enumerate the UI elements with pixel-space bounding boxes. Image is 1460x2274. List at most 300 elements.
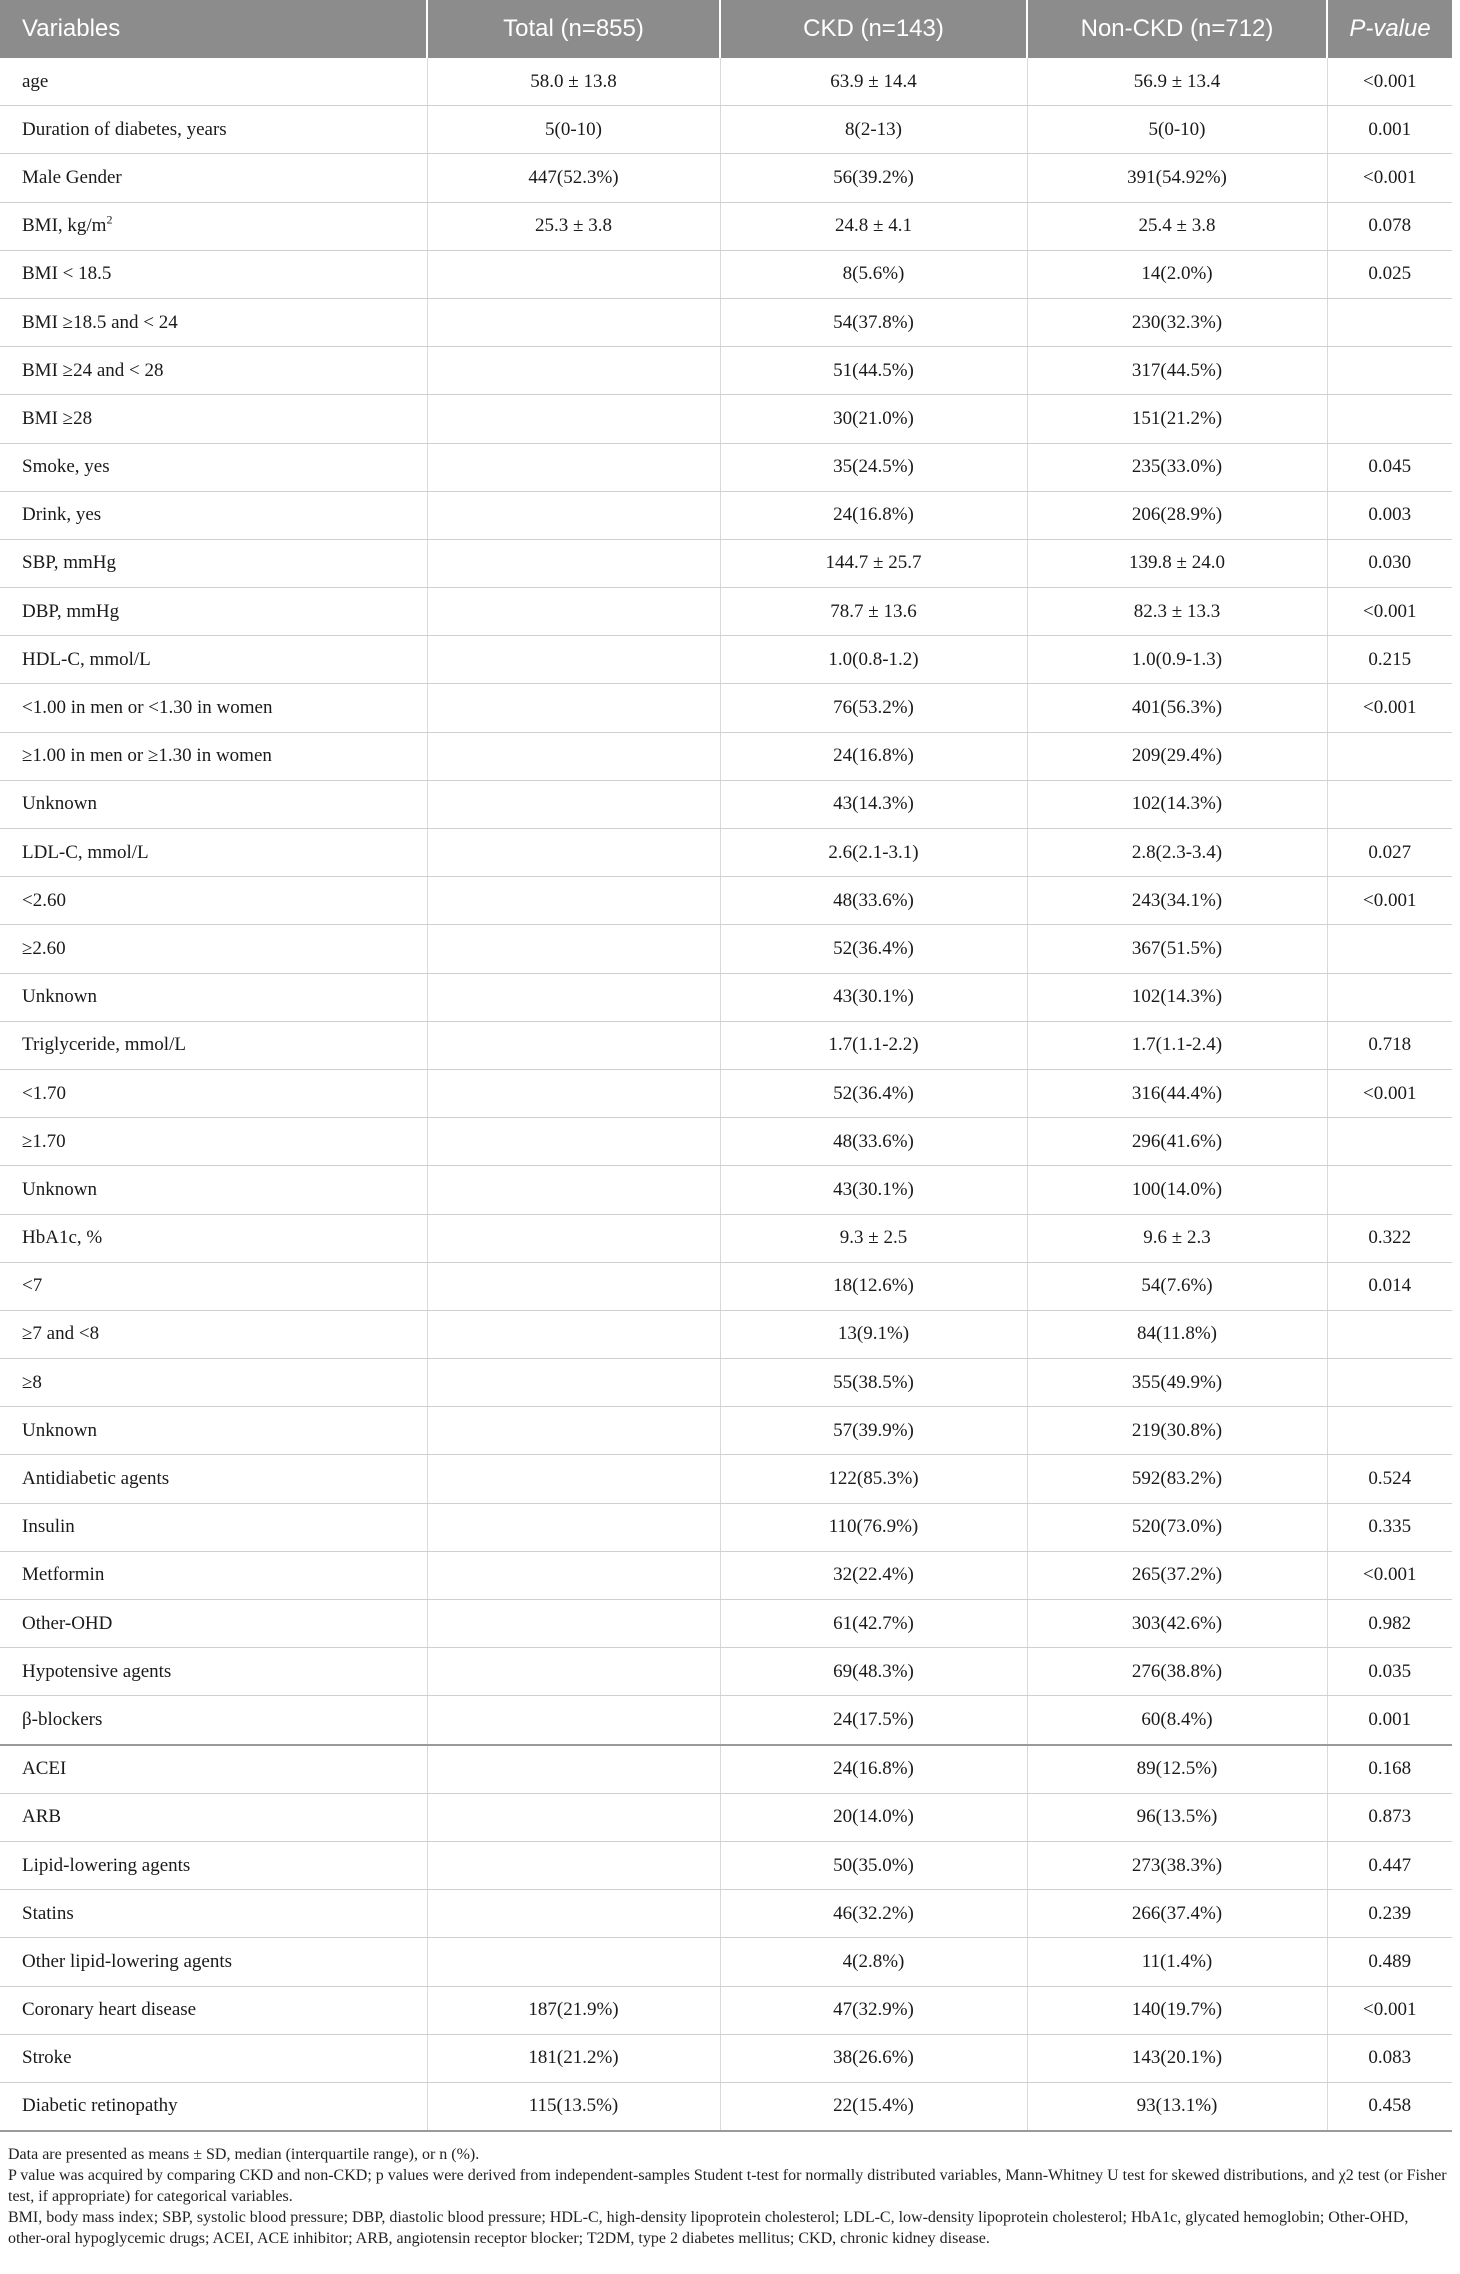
cell-non-ckd xyxy=(1027,1986,1327,2034)
cell-text: 89(12.5%) xyxy=(1136,1758,1218,1780)
cell-text: Triglyceride, mmol/L xyxy=(22,1034,186,1056)
cell-variable xyxy=(0,1069,427,1117)
cell-variable xyxy=(0,780,427,828)
cell-variable xyxy=(0,154,427,202)
cell-text: 76(53.2%) xyxy=(833,697,914,719)
cell-text: <2.60 xyxy=(22,889,66,911)
cell-total xyxy=(427,1986,720,2034)
table-row xyxy=(0,780,1452,828)
cell-text: 48(33.6%) xyxy=(833,889,914,911)
cell-variable xyxy=(0,925,427,973)
cell-p-value xyxy=(1327,347,1452,395)
cell-text: ACEI xyxy=(22,1758,67,1780)
cell-text: 0.239 xyxy=(1368,1902,1412,1924)
cell-text: 0.025 xyxy=(1368,263,1412,285)
cell-total xyxy=(427,2082,720,2131)
cell-text: 38(26.6%) xyxy=(833,2047,914,2069)
cell-text: 54(37.8%) xyxy=(833,311,914,333)
cell-p-value xyxy=(1327,1986,1452,2034)
cell-ckd xyxy=(720,2082,1027,2131)
cell-text: 316(44.4%) xyxy=(1131,1082,1223,1104)
cell-p-value xyxy=(1327,877,1452,925)
cell-ckd xyxy=(720,1069,1027,1117)
cell-text: 0.027 xyxy=(1368,841,1412,863)
cell-text: Diabetic retinopathy xyxy=(22,2095,178,2117)
cell-total xyxy=(427,1648,720,1696)
cell-total xyxy=(427,1455,720,1503)
cell-ckd xyxy=(720,1648,1027,1696)
table-row xyxy=(0,1551,1452,1599)
table-row xyxy=(0,829,1452,877)
cell-total xyxy=(427,684,720,732)
cell-text: 235(33.0%) xyxy=(1131,456,1223,478)
cell-non-ckd xyxy=(1027,1793,1327,1841)
cell-non-ckd xyxy=(1027,395,1327,443)
cell-text: 266(37.4%) xyxy=(1131,1902,1223,1924)
cell-text: 0.014 xyxy=(1368,1275,1412,1297)
cell-text: 20(14.0%) xyxy=(833,1806,914,1828)
cell-text: SBP, mmHg xyxy=(22,552,116,574)
table-row xyxy=(0,1745,1452,1794)
cell-text: <0.001 xyxy=(1363,889,1417,911)
header-non-ckd: Non-CKD (n=712) xyxy=(1027,0,1327,58)
cell-variable xyxy=(0,1214,427,1262)
table-row xyxy=(0,1696,1452,1745)
cell-text: Metformin xyxy=(22,1564,105,1586)
cell-text: 82.3 ± 13.3 xyxy=(1133,600,1221,622)
cell-variable xyxy=(0,1600,427,1648)
cell-p-value xyxy=(1327,1359,1452,1407)
table-footnotes xyxy=(0,2132,1448,2249)
cell-text: 0.215 xyxy=(1368,648,1412,670)
cell-p-value xyxy=(1327,1214,1452,1262)
cell-text: 2.6(2.1-3.1) xyxy=(828,841,919,863)
table-row xyxy=(0,1021,1452,1069)
cell-text: 5(0-10) xyxy=(1148,118,1206,140)
cell-ckd xyxy=(720,1310,1027,1358)
cell-non-ckd xyxy=(1027,1600,1327,1648)
cell-text: Male Gender xyxy=(22,166,122,188)
cell-ckd xyxy=(720,925,1027,973)
cell-text: 47(32.9%) xyxy=(833,1999,914,2021)
cell-text: 24(17.5%) xyxy=(833,1708,914,1730)
cell-variable xyxy=(0,1166,427,1214)
table-row xyxy=(0,491,1452,539)
cell-text: 55(38.5%) xyxy=(833,1371,914,1393)
table-row xyxy=(0,1648,1452,1696)
cell-total xyxy=(427,1793,720,1841)
cell-variable xyxy=(0,2082,427,2131)
cell-text: 1.7(1.1-2.4) xyxy=(1131,1034,1223,1056)
cell-non-ckd xyxy=(1027,1262,1327,1310)
cell-text: 60(8.4%) xyxy=(1141,1708,1213,1730)
cell-ckd xyxy=(720,732,1027,780)
header-p-value: P-value xyxy=(1327,0,1452,58)
cell-total xyxy=(427,925,720,973)
cell-total xyxy=(427,1166,720,1214)
cell-text: 13(9.1%) xyxy=(837,1323,910,1345)
table-row xyxy=(0,395,1452,443)
cell-ckd xyxy=(720,1021,1027,1069)
cell-text: 0.982 xyxy=(1368,1612,1412,1634)
cell-ckd xyxy=(720,395,1027,443)
cell-text: 151(21.2%) xyxy=(1131,407,1223,429)
table-row xyxy=(0,443,1452,491)
cell-ckd xyxy=(720,1359,1027,1407)
cell-text: 273(38.3%) xyxy=(1131,1854,1223,1876)
cell-text: 9.6 ± 2.3 xyxy=(1143,1227,1211,1249)
cell-p-value xyxy=(1327,250,1452,298)
cell-text: Smoke, yes xyxy=(22,456,110,478)
cell-ckd xyxy=(720,1407,1027,1455)
cell-variable xyxy=(0,1793,427,1841)
cell-text: 219(30.8%) xyxy=(1131,1419,1223,1441)
table-row xyxy=(0,298,1452,346)
table-row xyxy=(0,1455,1452,1503)
cell-non-ckd xyxy=(1027,1890,1327,1938)
cell-text: 52(36.4%) xyxy=(833,937,914,959)
cell-text: 18(12.6%) xyxy=(833,1275,914,1297)
cell-text: 1.0(0.9-1.3) xyxy=(1131,648,1223,670)
cell-p-value xyxy=(1327,684,1452,732)
cell-variable xyxy=(0,684,427,732)
cell-non-ckd xyxy=(1027,1745,1327,1794)
cell-text: 22(15.4%) xyxy=(833,2095,914,2117)
cell-text: 0.003 xyxy=(1368,504,1412,526)
cell-non-ckd xyxy=(1027,1503,1327,1551)
cell-text: 25.3 ± 3.8 xyxy=(535,215,612,237)
cell-text: 0.524 xyxy=(1368,1468,1412,1490)
cell-total xyxy=(427,1069,720,1117)
cell-text: 1.0(0.8-1.2) xyxy=(828,648,919,670)
cell-variable xyxy=(0,298,427,346)
table-row xyxy=(0,1214,1452,1262)
table-row xyxy=(0,1986,1452,2034)
cell-text: 11(1.4%) xyxy=(1141,1950,1213,1972)
cell-variable xyxy=(0,347,427,395)
cell-variable xyxy=(0,58,427,106)
cell-variable xyxy=(0,1262,427,1310)
cell-total xyxy=(427,1407,720,1455)
cell-text: Drink, yes xyxy=(22,504,102,526)
table-row xyxy=(0,1407,1452,1455)
cell-text: 63.9 ± 14.4 xyxy=(830,70,917,92)
cell-text: DBP, mmHg xyxy=(22,600,120,622)
cell-text: 0.045 xyxy=(1368,456,1412,478)
cell-non-ckd xyxy=(1027,925,1327,973)
cell-text: Statins xyxy=(22,1902,74,1924)
cell-text: 61(42.7%) xyxy=(833,1612,914,1634)
cell-text: Unknown xyxy=(22,1419,97,1441)
cell-total xyxy=(427,1696,720,1745)
cell-text: 144.7 ± 25.7 xyxy=(825,552,922,574)
cell-text: 51(44.5%) xyxy=(833,359,914,381)
table-row xyxy=(0,1600,1452,1648)
cell-text: Duration of diabetes, years xyxy=(22,118,227,140)
cell-non-ckd xyxy=(1027,2034,1327,2082)
cell-text: 78.7 ± 13.6 xyxy=(830,600,917,622)
cell-ckd xyxy=(720,539,1027,587)
cell-p-value xyxy=(1327,636,1452,684)
cell-text: HbA1c, % xyxy=(22,1227,103,1249)
table-row xyxy=(0,973,1452,1021)
cell-ckd xyxy=(720,829,1027,877)
table-row xyxy=(0,1793,1452,1841)
cell-total xyxy=(427,732,720,780)
cell-p-value xyxy=(1327,154,1452,202)
cell-total xyxy=(427,973,720,1021)
cell-variable xyxy=(0,1455,427,1503)
cell-non-ckd xyxy=(1027,973,1327,1021)
cell-text: Other lipid-lowering agents xyxy=(22,1950,233,1972)
cell-variable xyxy=(0,1986,427,2034)
cell-text: 0.030 xyxy=(1368,552,1412,574)
cell-text: <7 xyxy=(22,1275,43,1297)
cell-p-value xyxy=(1327,58,1452,106)
cell-non-ckd xyxy=(1027,1214,1327,1262)
cell-total xyxy=(427,106,720,154)
cell-total xyxy=(427,636,720,684)
cell-text: Insulin xyxy=(22,1516,75,1538)
cell-text: 24(16.8%) xyxy=(833,745,914,767)
cell-text: 100(14.0%) xyxy=(1131,1178,1223,1200)
cell-text: 50(35.0%) xyxy=(833,1854,914,1876)
cell-variable xyxy=(0,973,427,1021)
cell-text: 355(49.9%) xyxy=(1131,1371,1223,1393)
cell-total xyxy=(427,58,720,106)
cell-ckd xyxy=(720,443,1027,491)
cell-p-value xyxy=(1327,1262,1452,1310)
table-row xyxy=(0,1503,1452,1551)
cell-total xyxy=(427,588,720,636)
cell-text: 0.001 xyxy=(1368,1708,1412,1730)
cell-variable xyxy=(0,1890,427,1938)
cell-p-value xyxy=(1327,1551,1452,1599)
cell-ckd xyxy=(720,1551,1027,1599)
cell-text: 93(13.1%) xyxy=(1136,2095,1218,2117)
cell-text: <0.001 xyxy=(1363,1999,1417,2021)
cell-variable xyxy=(0,1745,427,1794)
cell-non-ckd xyxy=(1027,780,1327,828)
cell-text: 0.001 xyxy=(1368,118,1412,140)
cell-p-value xyxy=(1327,2034,1452,2082)
cell-p-value xyxy=(1327,298,1452,346)
cell-ckd xyxy=(720,1166,1027,1214)
cell-text: <0.001 xyxy=(1363,1082,1417,1104)
cell-variable xyxy=(0,491,427,539)
cell-p-value xyxy=(1327,1793,1452,1841)
table-row xyxy=(0,877,1452,925)
cell-p-value xyxy=(1327,1407,1452,1455)
cell-p-value xyxy=(1327,780,1452,828)
cell-p-value xyxy=(1327,1069,1452,1117)
cell-ckd xyxy=(720,1986,1027,2034)
cell-text: 43(30.1%) xyxy=(833,986,914,1008)
cell-p-value xyxy=(1327,491,1452,539)
cell-non-ckd xyxy=(1027,539,1327,587)
cell-p-value xyxy=(1327,395,1452,443)
cell-p-value xyxy=(1327,1600,1452,1648)
table-row xyxy=(0,636,1452,684)
cell-variable xyxy=(0,1648,427,1696)
cell-p-value xyxy=(1327,732,1452,780)
cell-text: 276(38.8%) xyxy=(1131,1660,1223,1682)
table-row xyxy=(0,1938,1452,1986)
cell-variable xyxy=(0,443,427,491)
cell-p-value xyxy=(1327,1648,1452,1696)
cell-text: HDL-C, mmol/L xyxy=(22,648,151,670)
cell-text: 5(0-10) xyxy=(545,118,602,140)
cell-p-value xyxy=(1327,925,1452,973)
cell-non-ckd xyxy=(1027,636,1327,684)
cell-text: 56(39.2%) xyxy=(833,166,914,188)
cell-total xyxy=(427,250,720,298)
cell-non-ckd xyxy=(1027,1696,1327,1745)
cell-p-value xyxy=(1327,443,1452,491)
cell-ckd xyxy=(720,154,1027,202)
cell-ckd xyxy=(720,250,1027,298)
cell-text: 296(41.6%) xyxy=(1131,1130,1223,1152)
cell-total xyxy=(427,1551,720,1599)
table-row xyxy=(0,1890,1452,1938)
cell-text: 69(48.3%) xyxy=(833,1660,914,1682)
table-row xyxy=(0,1359,1452,1407)
footnote-data-presentation: Data are presented as means ± SD, median (interquartile range), or n (%). xyxy=(8,2146,480,2164)
cell-total xyxy=(427,877,720,925)
cell-non-ckd xyxy=(1027,491,1327,539)
cell-p-value xyxy=(1327,588,1452,636)
cell-text: 187(21.9%) xyxy=(528,1999,619,2021)
cell-text: 139.8 ± 24.0 xyxy=(1129,552,1225,574)
cell-non-ckd xyxy=(1027,588,1327,636)
cell-variable xyxy=(0,1503,427,1551)
cell-text: ≥8 xyxy=(22,1371,42,1393)
cell-p-value xyxy=(1327,1455,1452,1503)
cell-text: 102(14.3%) xyxy=(1131,793,1223,815)
cell-text: 0.718 xyxy=(1368,1034,1412,1056)
cell-variable xyxy=(0,1310,427,1358)
bmi-unit-superscript: 2 xyxy=(106,212,113,227)
cell-variable xyxy=(0,539,427,587)
cell-non-ckd xyxy=(1027,1118,1327,1166)
cell-text: 0.078 xyxy=(1368,215,1412,237)
footnote-abbreviations: BMI, body mass index; SBP, systolic blood pressure; DBP, diastolic blood pressure; HDL-C, high-density lipoprotein cholesterol; LDL-C, low-density lipoprotein cholesterol; HbA1c, glycated hemoglobin; Other-OHD, other-oral hypoglycemic drugs; ACEI, ACE inhibitor; ARB, angiotensin receptor blocker; T2DM, type 2 diabetes mellitus; CKD, chronic kidney disease. xyxy=(8,2209,1409,2248)
cell-text: 84(11.8%) xyxy=(1136,1323,1218,1345)
cell-text: Unknown xyxy=(22,793,97,815)
cell-variable xyxy=(0,106,427,154)
cell-text: 30(21.0%) xyxy=(833,407,914,429)
cell-text: 0.458 xyxy=(1368,2095,1412,2117)
header-variables: Variables xyxy=(0,0,427,58)
cell-text: 46(32.2%) xyxy=(833,1902,914,1924)
cell-ckd xyxy=(720,1262,1027,1310)
cell-p-value xyxy=(1327,1503,1452,1551)
cell-variable xyxy=(0,2034,427,2082)
cell-text: 0.168 xyxy=(1368,1758,1412,1780)
cell-text: 2.8(2.3-3.4) xyxy=(1131,841,1223,863)
table-row xyxy=(0,539,1452,587)
cell-ckd xyxy=(720,347,1027,395)
cell-total xyxy=(427,2034,720,2082)
cell-text: 102(14.3%) xyxy=(1131,986,1223,1008)
cell-text: 8(5.6%) xyxy=(842,263,905,285)
cell-text: BMI ≥28 xyxy=(22,407,93,429)
cell-ckd xyxy=(720,636,1027,684)
cell-text: Stroke xyxy=(22,2047,72,2069)
cell-text: 56.9 ± 13.4 xyxy=(1133,70,1221,92)
cell-non-ckd xyxy=(1027,202,1327,250)
cell-text: 0.335 xyxy=(1368,1516,1412,1538)
table-row xyxy=(0,684,1452,732)
cell-ckd xyxy=(720,1696,1027,1745)
cell-text: 58.0 ± 13.8 xyxy=(530,70,617,92)
cell-text: 0.489 xyxy=(1368,1950,1412,1972)
cell-p-value xyxy=(1327,1745,1452,1794)
cell-text: age xyxy=(22,70,49,92)
cell-ckd xyxy=(720,780,1027,828)
cell-p-value xyxy=(1327,1166,1452,1214)
header-ckd: CKD (n=143) xyxy=(720,0,1027,58)
cell-p-value xyxy=(1327,1696,1452,1745)
table-row xyxy=(0,250,1452,298)
cell-text: 447(52.3%) xyxy=(528,166,619,188)
cell-text: 317(44.5%) xyxy=(1131,359,1223,381)
cell-ckd xyxy=(720,491,1027,539)
cell-text: Unknown xyxy=(22,1178,97,1200)
cell-non-ckd xyxy=(1027,1407,1327,1455)
cell-text: BMI ≥24 and < 28 xyxy=(22,359,164,381)
cell-ckd xyxy=(720,1455,1027,1503)
cell-text: 35(24.5%) xyxy=(833,456,914,478)
cell-non-ckd xyxy=(1027,1455,1327,1503)
cell-non-ckd xyxy=(1027,1551,1327,1599)
cell-ckd xyxy=(720,877,1027,925)
cell-text: 209(29.4%) xyxy=(1131,745,1223,767)
cell-total xyxy=(427,491,720,539)
cell-non-ckd xyxy=(1027,1841,1327,1889)
cell-p-value xyxy=(1327,202,1452,250)
cell-text: 115(13.5%) xyxy=(528,2095,619,2117)
table-header xyxy=(0,0,1452,58)
cell-text: 48(33.6%) xyxy=(833,1130,914,1152)
table-row xyxy=(0,202,1452,250)
cell-variable xyxy=(0,1359,427,1407)
cell-text: ≥2.60 xyxy=(22,937,66,959)
cell-non-ckd xyxy=(1027,1021,1327,1069)
cell-text: 122(85.3%) xyxy=(828,1468,919,1490)
cell-text: 43(14.3%) xyxy=(833,793,914,815)
cell-text: Lipid-lowering agents xyxy=(22,1854,191,1876)
cell-non-ckd xyxy=(1027,1069,1327,1117)
cell-total xyxy=(427,1359,720,1407)
cell-ckd xyxy=(720,1118,1027,1166)
cell-total xyxy=(427,395,720,443)
cell-variable xyxy=(0,1021,427,1069)
cell-text: 391(54.92%) xyxy=(1127,166,1227,188)
cell-ckd xyxy=(720,1841,1027,1889)
footnote-p-value-method: P value was acquired by comparing CKD and non-CKD; p values were derived from independent-samples Student t-test for normally distributed variables, Mann-Whitney U test for skewed distributions, and χ2 test (or Fisher test, if appropriate) for categorical variables. xyxy=(8,2167,1447,2206)
table-row xyxy=(0,1310,1452,1358)
cell-non-ckd xyxy=(1027,443,1327,491)
cell-text: 96(13.5%) xyxy=(1136,1806,1218,1828)
cell-ckd xyxy=(720,1214,1027,1262)
cell-text: LDL-C, mmol/L xyxy=(22,841,149,863)
cell-p-value xyxy=(1327,539,1452,587)
table-row xyxy=(0,154,1452,202)
table-row xyxy=(0,58,1452,106)
cell-text: β-blockers xyxy=(22,1708,103,1730)
cell-non-ckd xyxy=(1027,829,1327,877)
